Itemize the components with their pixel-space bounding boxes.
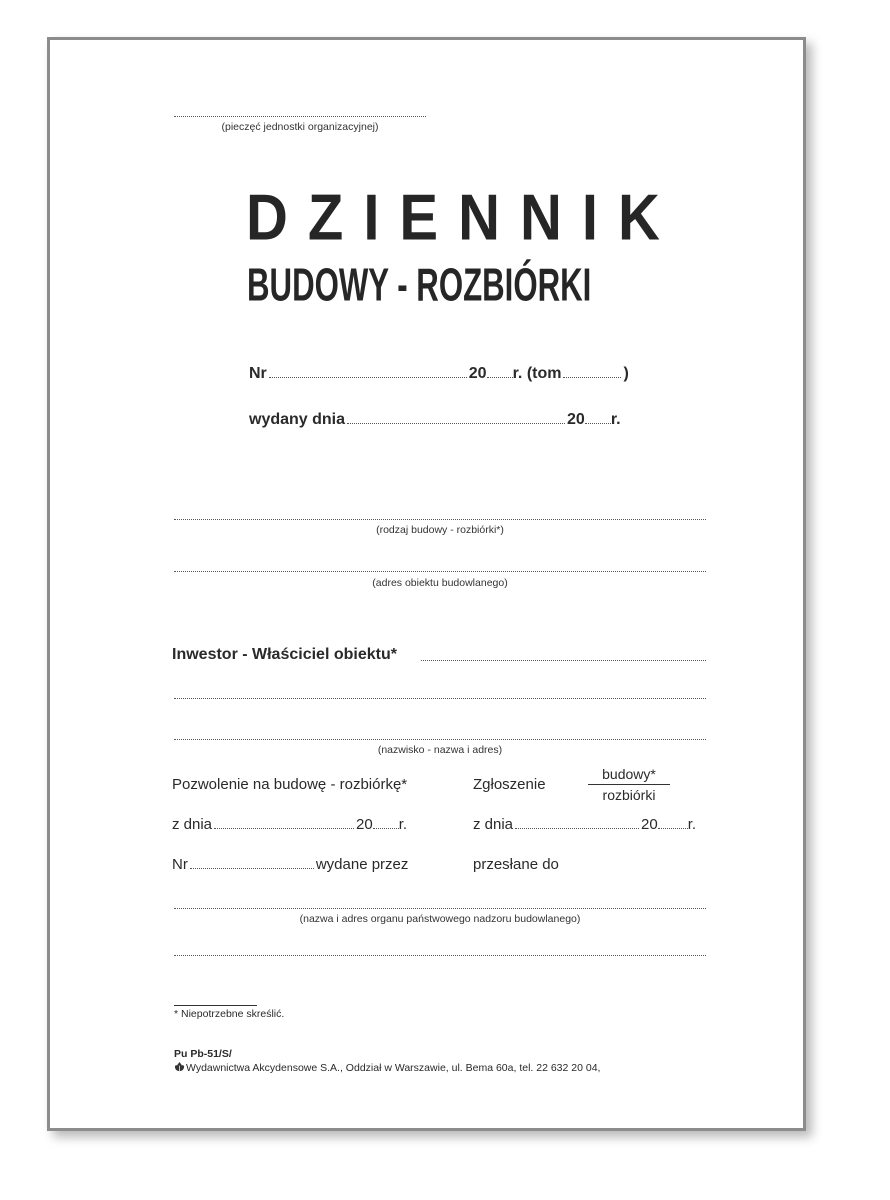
form-code: Pu Pb-51/S/ (174, 1048, 232, 1060)
stamp-caption: (pieczęć jednostki organizacyjnej) (221, 121, 379, 133)
permit-nr-label: Nr (172, 856, 188, 873)
notification-year-suffix: r. (687, 816, 697, 833)
investor-caption: (nazwisko - nazwa i adres) (377, 744, 503, 756)
permit-year-field[interactable] (373, 828, 399, 829)
address-field[interactable] (174, 571, 706, 572)
notification-heading: Zgłoszenie (473, 776, 546, 793)
permit-issued-by: wydane przez (315, 856, 409, 873)
tom-close: ) (623, 365, 629, 382)
footnote: * Niepotrzebne skreślić. (174, 1008, 285, 1020)
notification-sent-to: przesłane do (473, 856, 559, 873)
stamp-field[interactable] (174, 116, 426, 117)
nr-field[interactable] (269, 377, 467, 378)
notification-date-field[interactable] (515, 828, 639, 829)
notification-year-field[interactable] (658, 828, 688, 829)
permit-year-prefix: 20 (356, 816, 373, 833)
permit-nr-field[interactable] (190, 868, 314, 869)
fraction-line (588, 784, 670, 785)
notification-fraction (588, 766, 670, 803)
notification-year-prefix: 20 (641, 816, 658, 833)
nr-row (249, 365, 629, 383)
title-line-2: BUDOWY - ROZBIÓRKI (247, 260, 592, 311)
issued-label: wydany dnia (249, 411, 346, 428)
investor-field-2[interactable] (174, 698, 706, 699)
nr-label: Nr (249, 365, 267, 382)
permit-date-field[interactable] (214, 828, 354, 829)
publisher-logo-icon (174, 1061, 185, 1072)
address-caption: (adres obiektu budowlanego) (372, 577, 508, 589)
nr-year-prefix: 20 (468, 365, 487, 382)
issued-year-prefix: 20 (567, 411, 585, 428)
title-line-1: DZIENNIK (246, 181, 680, 254)
permit-year-suffix: r. (398, 816, 408, 833)
tom-field[interactable] (563, 377, 621, 378)
permit-date-row (172, 816, 407, 833)
nr-year-suffix: r. (tom (512, 365, 562, 382)
nr-year-field[interactable] (487, 377, 513, 378)
authority-field-1[interactable] (174, 908, 706, 909)
fraction-bottom: rozbiórki (602, 787, 656, 803)
permit-date-label: z dnia (172, 816, 213, 833)
fraction-top: budowy* (602, 766, 656, 782)
issued-year-suffix: r. (610, 411, 621, 428)
publisher-line (174, 1061, 600, 1074)
investor-field-3[interactable] (174, 739, 706, 740)
issued-date-field[interactable] (347, 423, 565, 424)
issued-year-field[interactable] (585, 423, 611, 424)
authority-field-2[interactable] (174, 955, 706, 956)
notification-date-label: z dnia (473, 816, 514, 833)
notification-date-row (473, 816, 696, 833)
investor-label: Inwestor - Właściciel obiektu* (172, 646, 397, 663)
construction-type-caption: (rodzaj budowy - rozbiórki*) (376, 524, 504, 536)
issued-row (249, 411, 621, 429)
permit-heading: Pozwolenie na budowę - rozbiórkę* (172, 776, 408, 793)
footnote-rule (174, 1005, 257, 1006)
authority-caption: (nazwa i adres organu państwowego nadzoru budowlanego) (299, 913, 581, 925)
investor-field-1[interactable] (421, 660, 706, 661)
permit-nr-row (172, 856, 408, 873)
construction-type-field[interactable] (174, 519, 706, 520)
publisher-text: Wydawnictwa Akcydensowe S.A., Oddział w Warszawie, ul. Bema 60a, tel. 22 632 20 04, (186, 1062, 601, 1074)
